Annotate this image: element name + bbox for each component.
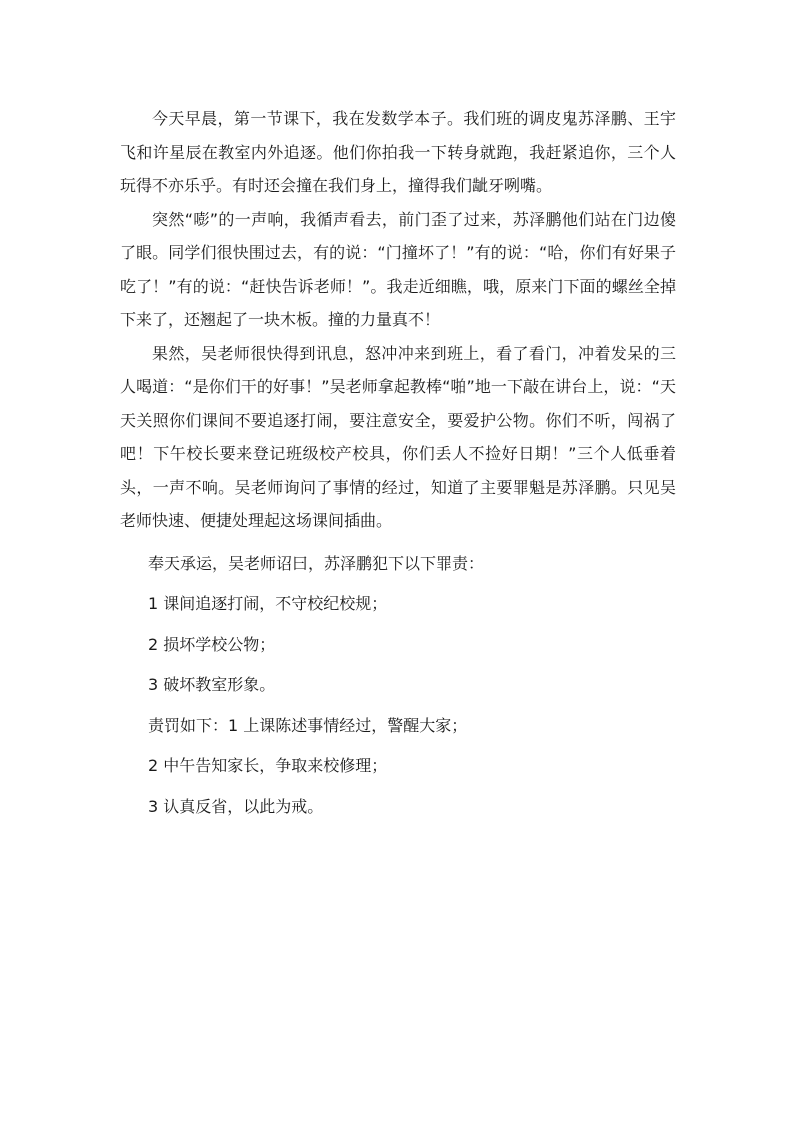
offense-1: 1 课间追逐打闹，不守校纪校规； <box>148 594 388 613</box>
punishment-3: 3 认真反省，以此为戒。 <box>148 796 324 816</box>
punishment-2: 2 中午告知家长，争取来校修理； <box>148 756 388 775</box>
paragraph-3: 果然，吴老师很快得到讯息，怒冲冲来到班上，看了看门，冲着发呆的三人喝道：“是你们干的好事！”吴老师拿起教棒“啪”地一下敲在讲台上，说：“天天关照你们课间不要追逐打闹，要注意安全，要爱护公物。你们不听，闯祸了吧！下午校长要来登记班级校产校具，你们丢人不捡好日期！”三个人低垂着头，一声不响。吴老师询问了事情的经过，知道了主要罪魁是苏泽鹏。只见吴老师快速、便捷处理起这场课间插曲。 <box>120 343 676 530</box>
paragraph-1: 今天早晨，第一节课下，我在发数学本子。我们班的调皮鬼苏泽鹏、王宇飞和许星辰在教室内外追逐。他们你拍我一下转身就跑，我赶紧追你，三个人玩得不亦乐乎。有时还会撞在我们身上，撞得我们龇牙咧嘴。 <box>120 109 676 195</box>
document-body <box>120 102 676 823</box>
punishment-1: 责罚如下：1 上课陈述事情经过，警醒大家； <box>148 715 468 735</box>
offense-3: 3 破坏教室形象。 <box>148 675 276 694</box>
offense-2: 2 损坏学校公物； <box>148 634 276 654</box>
decree-line: 奉天承运，吴老师诏曰，苏泽鹏犯下以下罪责： <box>148 553 485 573</box>
paragraph-2: 突然“嘭”的一声响，我循声看去，前门歪了过来，苏泽鹏他们站在门边傻了眼。同学们很快围过去，有的说：“门撞坏了！”有的说：“哈，你们有好果子吃了！”有的说：“赶快告诉老师！”。我走近细瞧，哦，原来门下面的螺丝全掉下来了，还翘起了一块木板。撞的力量真不！ <box>120 209 676 329</box>
